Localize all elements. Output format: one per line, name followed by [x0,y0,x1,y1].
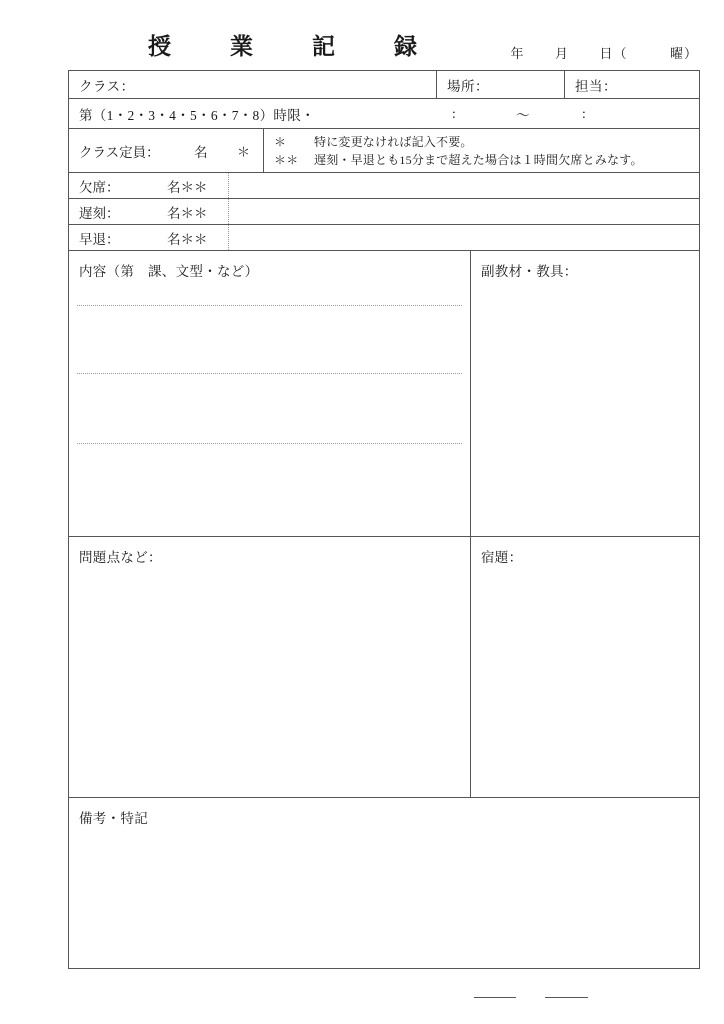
late-unit-label: 名＊＊ [167,205,208,221]
content-rule-2 [77,373,462,374]
note-1-text: 特に変更なければ記入不要。 [314,134,473,149]
materials-field-cell[interactable] [470,251,699,536]
late-names-cell[interactable] [228,199,699,224]
table-row-capacity-notes [69,129,699,173]
table-row-remarks [69,798,699,974]
content-rule-3 [77,443,462,444]
date-entry-line [510,45,698,63]
place-field-cell[interactable] [436,71,564,98]
table-row-late [69,199,699,225]
table-row-early-leave [69,225,699,251]
page-title: 授 業 記 録 [148,34,435,59]
content-label: 内容（第 課、文型・など） [79,264,259,279]
remarks-field-cell[interactable] [69,798,699,974]
teacher-label: 担当： [575,78,617,94]
date-month-label: 月 [554,46,569,61]
note-line-2 [274,151,643,169]
note-2-marker: ＊＊ [274,152,299,167]
capacity-label: クラス定員： [79,144,160,160]
table-row-period-time[interactable] [69,99,699,129]
notes-cell [263,129,699,172]
absence-names-cell[interactable] [228,173,699,198]
problems-label: 問題点など： [79,550,162,565]
note-1-marker: ＊ [274,134,287,149]
early-leave-label: 早退： [79,231,120,247]
date-weekday-label: 曜） [669,46,698,61]
content-rule-1 [77,305,462,306]
absence-unit-label: 名＊＊ [167,179,208,195]
capacity-field-cell[interactable] [69,129,263,172]
date-day-label: 日（ [599,46,628,61]
teacher-field-cell[interactable] [564,71,699,98]
late-label: 遅刻： [79,205,120,221]
note-line-1 [274,133,473,151]
form-header [68,32,700,70]
note-2-text: 遅刻・早退とも15分まで超えた場合は１時間欠席とみなす。 [314,152,643,167]
homework-field-cell[interactable] [470,537,699,797]
table-row-content-materials [69,251,699,537]
table-row-absence [69,173,699,199]
time-end-colon: : [582,105,586,121]
place-label: 場所： [447,78,489,94]
content-field-cell[interactable] [69,251,470,536]
class-field-cell[interactable] [69,71,436,98]
remarks-label: 備考・特記 [79,811,148,826]
period-label: 第（1・2・3・4・5・6・7・8）時限・ [79,107,315,123]
early-leave-unit-label: 名＊＊ [167,231,208,247]
time-range-tilde: ～ [516,107,530,123]
capacity-unit-label: 名 [194,144,208,160]
signature-rule-left [474,997,516,998]
capacity-star-marker: ＊ [237,144,251,159]
absence-field-cell[interactable] [69,173,228,198]
form-table [68,70,700,969]
absence-label: 欠席： [79,179,120,195]
class-label: クラス： [79,78,135,94]
table-row-class-place-teacher [69,71,699,99]
time-start-colon: : [452,105,456,121]
materials-label: 副教材・教具： [481,264,578,279]
date-year-label: 年 [510,46,525,61]
homework-label: 宿題： [481,550,523,565]
late-field-cell[interactable] [69,199,228,224]
early-leave-names-cell[interactable] [228,225,699,250]
table-row-problems-homework [69,537,699,798]
early-leave-field-cell[interactable] [69,225,228,250]
problems-field-cell[interactable] [69,537,470,797]
signature-rule-right [545,997,588,998]
